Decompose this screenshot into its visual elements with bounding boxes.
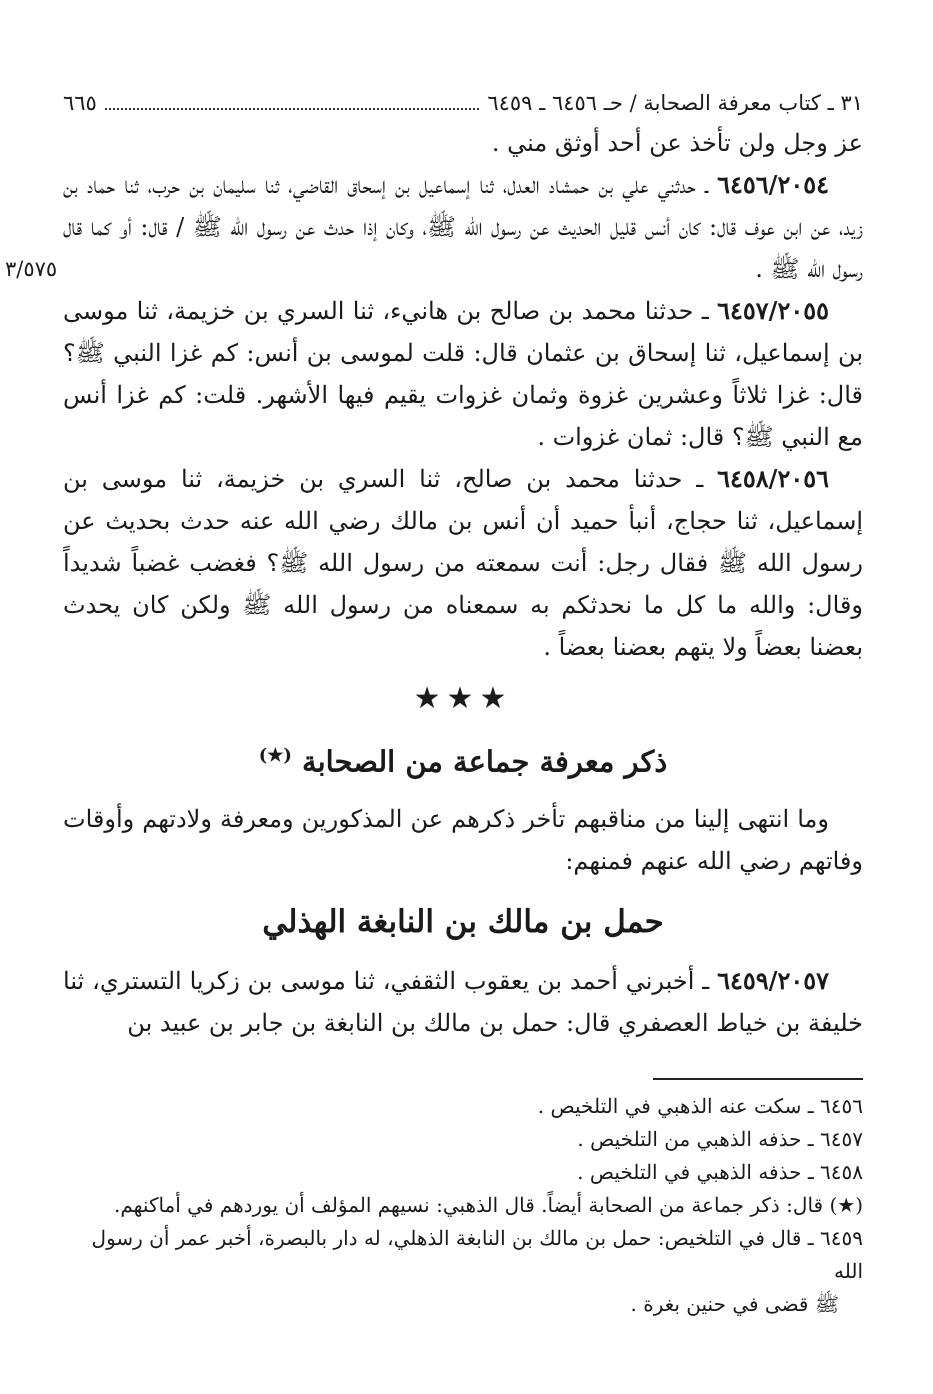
hadith-entry-6456 (5, 164, 863, 290)
entry-text: ـ حدثني علي بن حمشاد العدل، ثنا إسماعيل بن إسحاق القاضي، ثنا سليمان بن حرب، ثنا حماد بن زيد، عن ابن عوف قال: كان أنس قليل الحديث عن رسول الله ﷺ، وكان إذا حدث عن رسول الله ﷺ / قال: أو كما قال رسول الله ﷺ . (63, 171, 863, 283)
section-divider-stars: ★★★ (413, 681, 513, 716)
header-leader-dots (105, 94, 479, 110)
hadith-entry-6457 (63, 290, 863, 458)
main-text (5, 122, 864, 1044)
person-heading: حمل بن مالك بن النابغة الهذلي (262, 903, 664, 940)
footnotes (63, 1090, 863, 1321)
hadith-entry-6459 (63, 960, 863, 1044)
footnote-marker: (★) (258, 745, 292, 766)
footnote-6456: ٦٤٥٦ ـ سكت عنه الذهبي في التلخيص . (537, 1093, 863, 1118)
running-header (63, 88, 863, 122)
entry-number: ٦٤٥٩/٢٠٥٧ (717, 965, 829, 995)
entry-number: ٦٤٥٨/٢٠٥٦ (717, 464, 829, 493)
footnote-6458: ٦٤٥٨ ـ حذفه الذهبي في التلخيص . (577, 1159, 863, 1184)
section-heading (63, 730, 863, 788)
margin-reference: ٣/٥٧٥ (5, 257, 58, 281)
page-number: ٦٦٥ (63, 91, 97, 115)
footnote-separator (653, 1078, 863, 1080)
entry-text: ـ حدثنا محمد بن صالح، ثنا السري بن خزيمة، ثنا موسى بن إسماعيل، ثنا حجاج، أنبأ حميد أن أنس بن مالك رضي الله عنه حدث بحديث عن رسول الله ﷺ فقال رجل: أنت سمعته من رسول الله ﷺ؟ فغضب غضباً شديداً وقال: والله ما كل ما نحدثكم به سمعناه من رسول الله ﷺ ولكن كان يحدث بعضنا بعضاً ولا يتهم بعضنا بعضاً . (63, 465, 863, 661)
footnote-6459: ٦٤٥٩ ـ قال في التلخيص: حمل بن مالك بن النابغة الذهلي، له دار بالبصرة، أخبر عمر أن رسول الله (91, 1225, 863, 1283)
continuation-paragraph: عز وجل ولن تأخذ عن أحد أوثق مني . (491, 129, 863, 157)
entry-text: ـ حدثنا محمد بن صالح بن هانيء، ثنا السري بن خزيمة، ثنا موسى بن إسماعيل، ثنا إسحاق بن عثمان قال: قلت لموسى بن أنس: كم غزا النبي ﷺ؟ قال: غزا ثلاثاً وعشرين غزوة وثمان غزوات يقيم فيها الأشهر. قلت: كم غزا أنس مع النبي ﷺ؟ قال: ثمان غزوات . (63, 297, 864, 451)
footnote-6459-continued: ﷺ قضى في حنين بغرة . (630, 1291, 839, 1316)
footnote-6457: ٦٤٥٧ ـ حذفه الذهبي من التلخيص . (577, 1126, 863, 1151)
section-intro: وما انتهى إلينا من مناقبهم تأخر ذكرهم عن المذكورين ومعرفة ولادتهم وأوقات وفاتهم رضي الله عنهم فمنهم: (63, 804, 863, 875)
entry-number: ٦٤٥٦/٢٠٥٤ (717, 170, 829, 199)
entry-number: ٦٤٥٧/٢٠٥٥ (717, 296, 829, 325)
footnote-star: (★) قال: ذكر جماعة من الصحابة أيضاً. قال الذهبي: نسيهم المؤلف أن يوردهم في أماكنهم. (114, 1192, 863, 1217)
hadith-entry-6458 (63, 458, 863, 668)
header-title: ٣١ ـ كتاب معرفة الصحابة / حـ ٦٤٥٦ ـ ٦٤٥٩ (487, 91, 863, 115)
section-heading-text: ذكر معرفة جماعة من الصحابة (302, 744, 668, 779)
entry-text: ـ أخبرني أحمد بن يعقوب الثقفي، ثنا موسى بن زكريا التستري، ثنا خليفة بن خياط العصفري قال: حمل بن مالك بن النابغة بن جابر بن عبيد بن (63, 966, 863, 1037)
book-page (5, 88, 864, 1321)
